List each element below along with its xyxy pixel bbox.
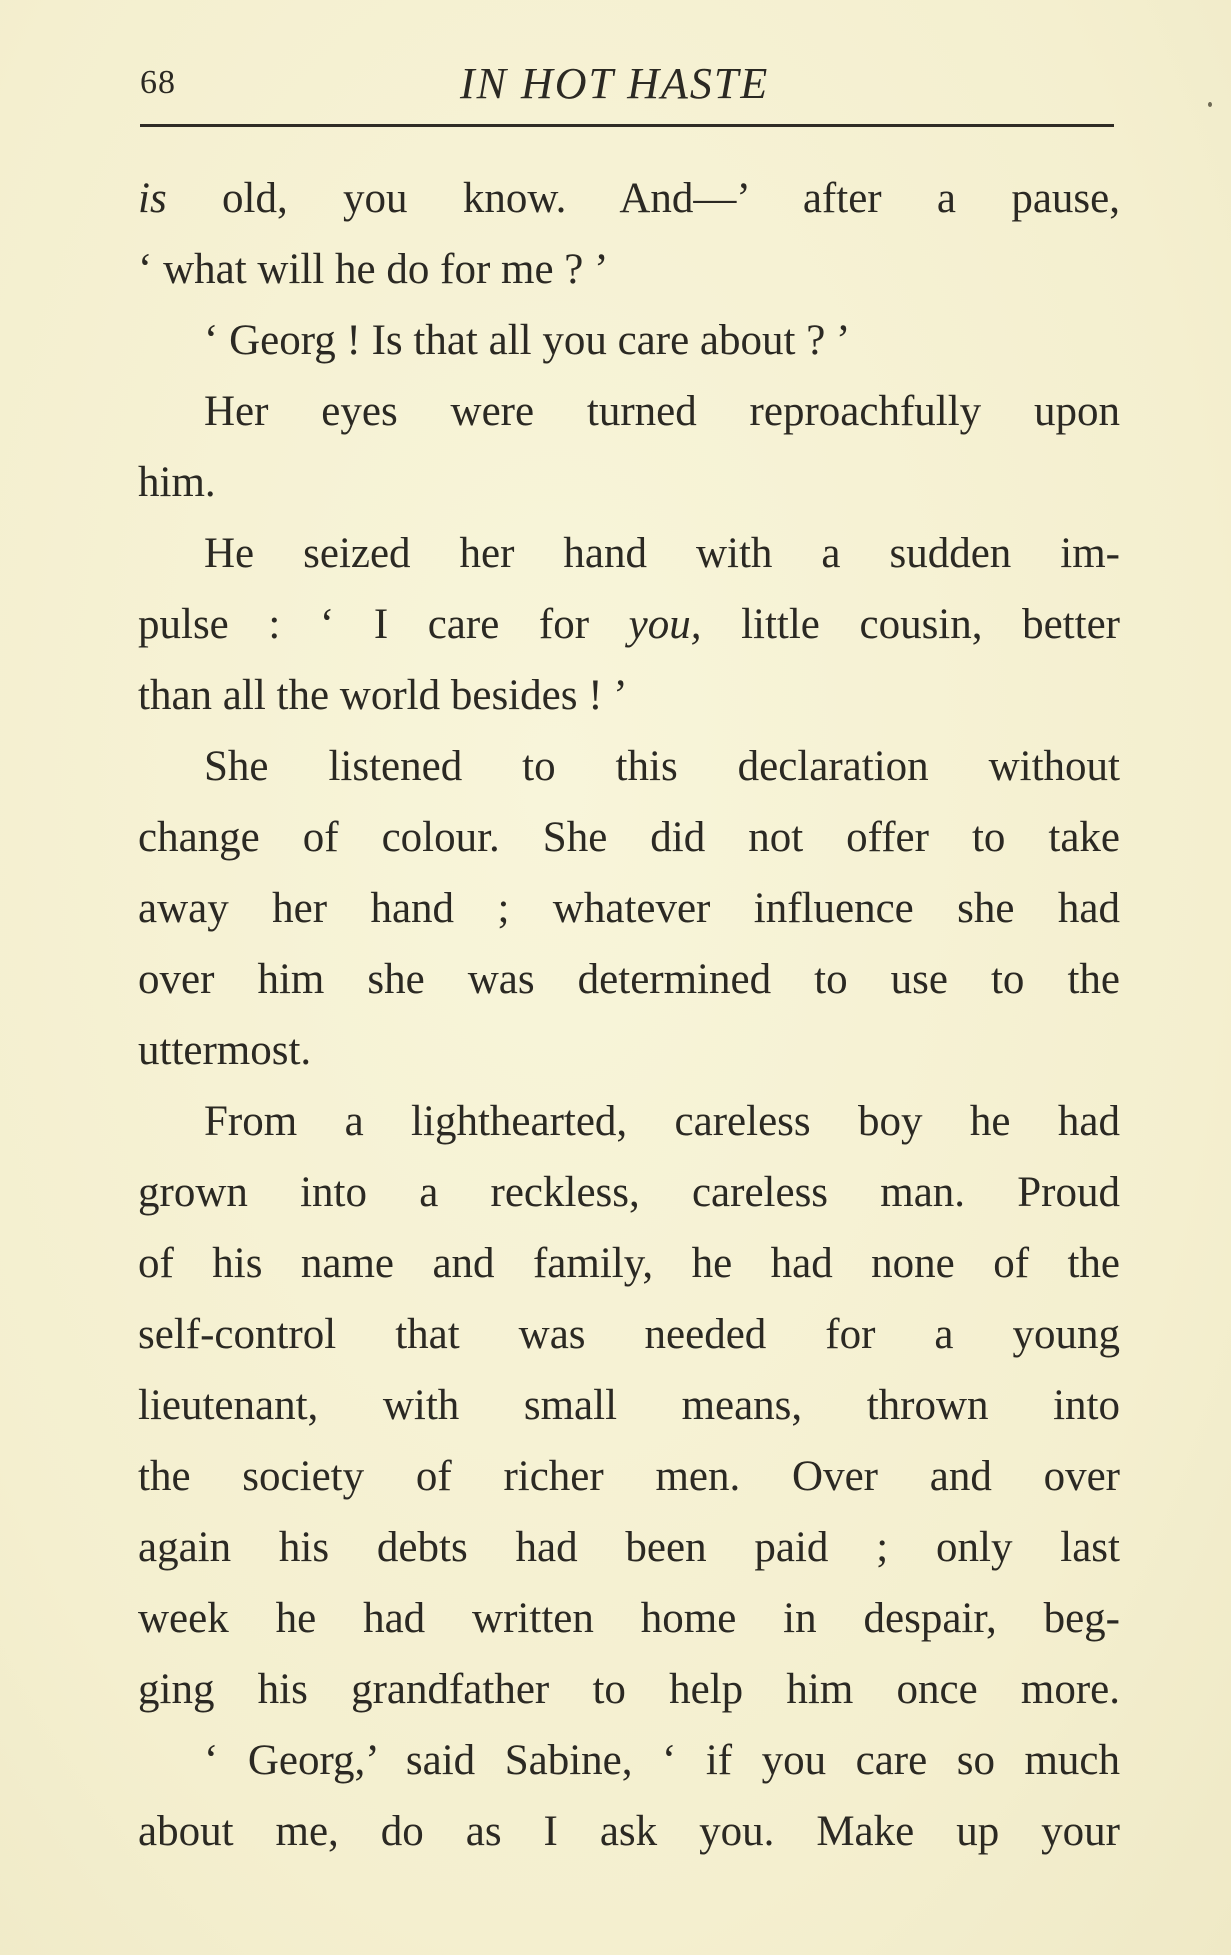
text-segment: week he had written home in despair, beg- <box>138 1595 1120 1642</box>
header-rule <box>140 124 1114 127</box>
text-line <box>138 731 1120 802</box>
text-line <box>138 1228 1120 1299</box>
text-segment: change of colour. She did not offer to take <box>138 814 1120 861</box>
text-segment: uttermost. <box>138 1027 312 1074</box>
text-line <box>138 305 1120 376</box>
italic-text-segment: you, <box>628 601 702 648</box>
paper-speck <box>1208 102 1212 107</box>
text-line <box>138 1583 1120 1654</box>
text-segment: him. <box>138 459 216 506</box>
running-title: IN HOT HASTE <box>460 59 770 108</box>
text-segment: grown into a reckless, careless man. Proud <box>138 1169 1120 1216</box>
italic-text-segment: is <box>138 175 167 222</box>
text-segment: of his name and family, he had none of the <box>138 1240 1120 1287</box>
page-header <box>140 58 1114 118</box>
text-segment: ‘ Georg ! Is that all you care about ? ’ <box>204 317 851 364</box>
text-segment: ‘ what will he do for me ? ’ <box>138 246 609 293</box>
text-line <box>138 234 1120 305</box>
text-line <box>138 660 1120 731</box>
text-line <box>138 1654 1120 1725</box>
text-line <box>138 1441 1120 1512</box>
body-text <box>138 163 1120 1867</box>
text-segment: pulse : ‘ I care for <box>138 601 629 648</box>
text-segment: self-control that was needed for a young <box>138 1311 1120 1358</box>
text-line <box>138 1370 1120 1441</box>
text-line <box>138 589 1120 660</box>
text-segment: lieutenant, with small means, thrown into <box>138 1382 1120 1429</box>
text-segment: than all the world besides ! ’ <box>138 672 628 719</box>
text-segment: She listened to this declaration without <box>204 743 1120 790</box>
text-segment: about me, do as I ask you. Make up your <box>138 1808 1120 1855</box>
text-line <box>138 1299 1120 1370</box>
text-line <box>138 447 1120 518</box>
text-segment: away her hand ; whatever influence she had <box>138 885 1120 932</box>
text-segment: ‘ Georg,’ said Sabine, ‘ if you care so much <box>204 1737 1120 1784</box>
text-segment: Her eyes were turned reproachfully upon <box>204 388 1120 435</box>
text-line <box>138 1725 1120 1796</box>
text-line <box>138 873 1120 944</box>
text-line <box>138 802 1120 873</box>
text-line <box>138 1512 1120 1583</box>
text-segment: old, you know. And—’ after a pause, <box>166 175 1120 222</box>
text-line <box>138 1796 1120 1867</box>
text-line <box>138 1015 1120 1086</box>
text-segment: little cousin, better <box>701 601 1120 648</box>
text-line <box>138 518 1120 589</box>
text-segment: over him she was determined to use to the <box>138 956 1120 1003</box>
page-number: 68 <box>140 64 176 101</box>
text-segment: From a lighthearted, careless boy he had <box>204 1098 1120 1145</box>
text-line <box>138 944 1120 1015</box>
text-line <box>138 1157 1120 1228</box>
text-segment: He seized her hand with a sudden im- <box>204 530 1120 577</box>
text-segment: ging his grandfather to help him once more. <box>138 1666 1120 1713</box>
text-line <box>138 376 1120 447</box>
text-segment: the society of richer men. Over and over <box>138 1453 1120 1500</box>
text-line <box>138 1086 1120 1157</box>
text-segment: again his debts had been paid ; only last <box>138 1524 1120 1571</box>
text-line <box>138 163 1120 234</box>
